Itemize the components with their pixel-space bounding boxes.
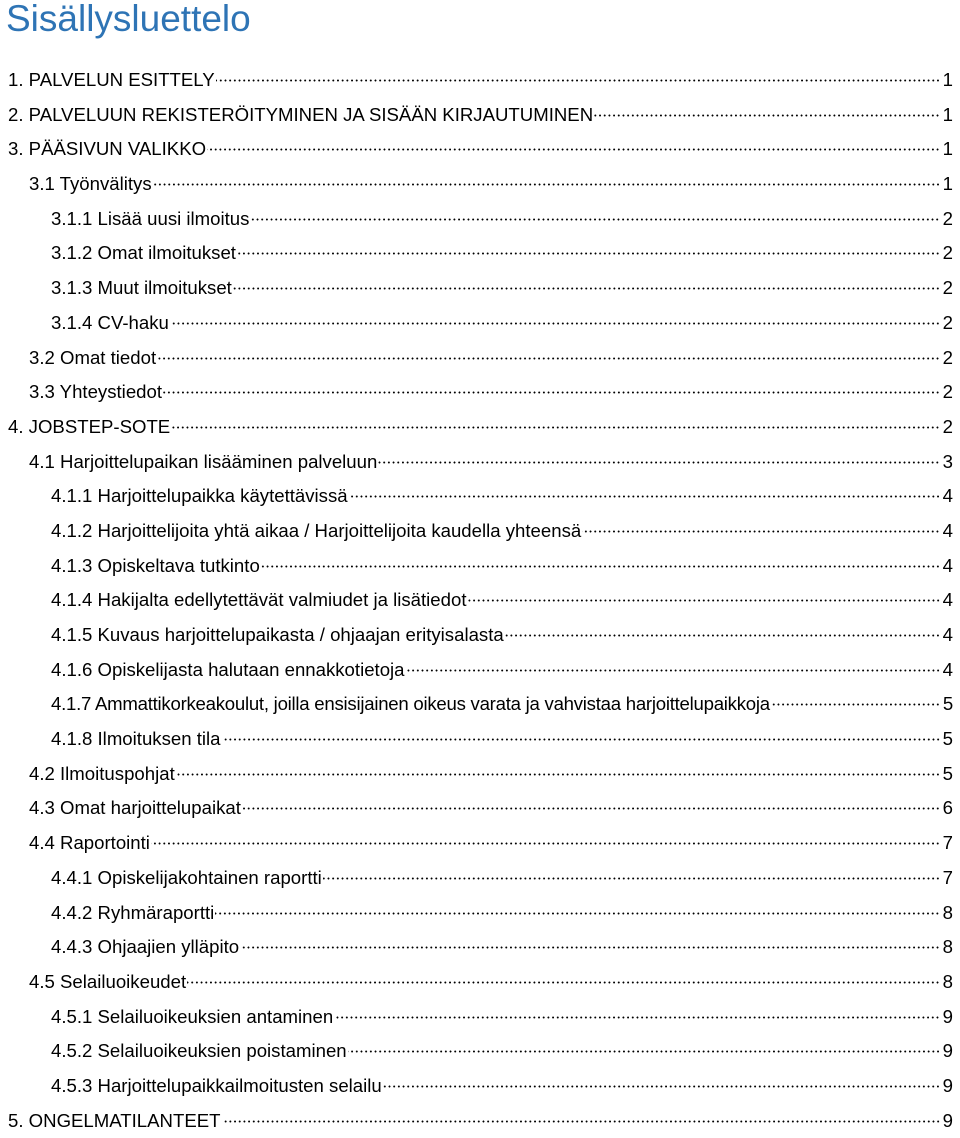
toc-dot-leader [348, 1050, 940, 1053]
toc-dot-leader [349, 495, 940, 498]
toc-dot-leader [406, 669, 940, 672]
toc-page-number: 7 [942, 832, 953, 854]
toc-entry-text: 4.1.8 Ilmoituksen tila [51, 728, 221, 750]
toc-entry-text: 3.2 Omat tiedot [29, 346, 157, 368]
toc-dot-leader [170, 322, 940, 325]
toc-dot-leader [334, 1016, 940, 1019]
toc-page-number: 6 [942, 797, 953, 819]
toc-entry[interactable] [0, 375, 960, 410]
toc-entry-text: 2. PALVELUUN REKISTERÖITYMINEN JA SISÄÄN KIRJAUTUMINEN [8, 103, 594, 125]
toc-dot-leader [163, 391, 940, 394]
toc-entry[interactable] [0, 479, 960, 514]
toc-page-number: 5 [942, 728, 953, 750]
toc-entry[interactable] [0, 271, 960, 306]
toc-entry-text: 3.1.3 Muut ilmoitukset [51, 277, 232, 299]
toc-entry[interactable] [0, 167, 960, 202]
toc-entry[interactable] [0, 549, 960, 584]
toc-page-number: 1 [942, 103, 953, 125]
toc-dot-leader [771, 703, 940, 706]
toc-dot-leader [207, 148, 940, 151]
toc-entry-text: 4.1.5 Kuvaus harjoittelupaikasta / ohjaajan erityisalasta [51, 624, 504, 645]
toc-entry[interactable] [0, 445, 960, 480]
toc-page-number: 5 [942, 762, 953, 784]
toc-entry-text: 4.5 Selailuoikeudet [29, 970, 187, 992]
toc-entry-text: 3.1 Työnvälitys [29, 173, 152, 195]
toc-entry[interactable] [0, 341, 960, 376]
toc-dot-leader [468, 599, 941, 602]
toc-entry[interactable] [0, 236, 960, 271]
toc-entry-text: 3.3 Yhteystiedot [29, 381, 163, 403]
toc-dot-leader [215, 912, 940, 915]
toc-entry[interactable] [0, 306, 960, 341]
toc-page-number: 1 [942, 173, 953, 195]
toc-entry[interactable] [0, 98, 960, 133]
toc-entry-text: 4.1.3 Opiskeltava tutkinto [51, 554, 260, 576]
toc-entry[interactable] [0, 618, 960, 653]
toc-entry[interactable] [0, 791, 960, 826]
toc-page-number: 7 [942, 866, 953, 888]
toc-entry[interactable] [0, 653, 960, 688]
toc-page-number: 2 [942, 381, 953, 403]
toc-entry[interactable] [0, 687, 960, 722]
toc-entry[interactable] [0, 861, 960, 896]
toc-dot-leader [233, 287, 940, 290]
toc-entry-text: 3.1.1 Lisää uusi ilmoitus [51, 207, 250, 229]
toc-entry-text: 3. PÄÄSIVUN VALIKKO [8, 138, 207, 160]
toc-entry[interactable] [0, 514, 960, 549]
toc-dot-leader [216, 79, 940, 82]
toc-dot-leader [261, 565, 940, 568]
toc-entry[interactable] [0, 1000, 960, 1035]
toc-entry-text: 3.1.2 Omat ilmoitukset [51, 242, 236, 264]
toc-entry[interactable] [0, 202, 960, 237]
toc-page-number: 2 [942, 311, 953, 333]
toc-entry[interactable] [0, 583, 960, 618]
toc-page-number: 9 [942, 1074, 953, 1096]
toc-page-number: 4 [942, 658, 953, 680]
toc-page-number: 2 [942, 415, 953, 437]
toc-dot-leader [594, 114, 940, 117]
toc-entry-text: 4.4.1 Opiskelijakohtainen raportti [51, 866, 322, 888]
toc-entry-text: 4.4 Raportointi [29, 832, 150, 854]
toc-dot-leader [153, 183, 940, 186]
toc-entry-text: 4.5.1 Selailuoikeuksien antaminen [51, 1005, 334, 1027]
toc-dot-leader [237, 252, 940, 255]
toc-dot-leader [383, 1085, 940, 1088]
toc-page-number: 4 [942, 519, 953, 541]
toc-page-number: 4 [942, 589, 953, 611]
toc-entry[interactable] [0, 965, 960, 1000]
toc-list [0, 63, 960, 1138]
toc-entry[interactable] [0, 410, 960, 445]
toc-entry-text: 4.5.3 Harjoittelupaikkailmoitusten selailu [51, 1074, 382, 1096]
toc-page-number: 4 [942, 485, 953, 507]
toc-page-number: 2 [942, 346, 953, 368]
toc-entry[interactable] [0, 63, 960, 98]
toc-page-number: 9 [942, 1109, 953, 1131]
toc-dot-leader [187, 981, 940, 984]
toc-entry-text: 4.1.2 Harjoittelijoita yhtä aikaa / Harjoittelijoita kaudella yhteensä [51, 519, 582, 541]
toc-entry-text: 5. ONGELMATILANTEET [8, 1109, 221, 1131]
toc-entry-text: 4. JOBSTEP-SOTE [8, 415, 171, 437]
toc-page-number: 5 [942, 693, 953, 715]
toc-page-number: 2 [942, 207, 953, 229]
toc-entry-text: 4.5.2 Selailuoikeuksien poistaminen [51, 1040, 347, 1062]
toc-page-number: 2 [942, 277, 953, 299]
toc-dot-leader [505, 634, 940, 637]
toc-dot-leader [242, 807, 940, 810]
toc-entry[interactable] [0, 1104, 960, 1138]
toc-entry[interactable] [0, 826, 960, 861]
toc-entry-text: 4.4.2 Ryhmäraportti [51, 901, 215, 923]
toc-dot-leader [157, 357, 940, 360]
toc-dot-leader [323, 877, 940, 880]
toc-page-number: 8 [942, 901, 953, 923]
toc-entry-text: 4.2 Ilmoituspohjat [29, 762, 175, 784]
toc-page-number: 4 [942, 554, 953, 576]
toc-page-number: 1 [942, 138, 953, 160]
toc-entry-text: 4.1.7 Ammattikorkeakoulut, joilla ensisijainen oikeus varata ja vahvistaa harjoittelupaikkoja [51, 693, 770, 715]
toc-entry[interactable] [0, 896, 960, 931]
toc-entry[interactable] [0, 757, 960, 792]
toc-entry[interactable] [0, 722, 960, 757]
toc-page-number: 9 [942, 1040, 953, 1062]
toc-dot-leader [151, 842, 940, 845]
toc-entry-text: 4.1.6 Opiskelijasta halutaan ennakkotietoja [51, 658, 405, 680]
toc-page-number: 8 [942, 936, 953, 958]
toc-entry[interactable] [0, 930, 960, 965]
toc-entry[interactable] [0, 1069, 960, 1104]
toc-entry-text: 3.1.4 CV-haku [51, 311, 169, 333]
toc-entry-text: 4.1.4 Hakijalta edellytettävät valmiudet ja lisätiedot [51, 589, 467, 611]
page-title: Sisällysluettelo [6, 0, 251, 39]
toc-dot-leader [171, 426, 940, 429]
toc-dot-leader [240, 946, 940, 949]
toc-page-number: 1 [942, 69, 953, 90]
toc-entry-text: 1. PALVELUN ESITTELY [8, 69, 215, 90]
toc-page-number: 4 [942, 624, 953, 645]
toc-entry-text: 4.1.1 Harjoittelupaikka käytettävissä [51, 485, 348, 507]
toc-dot-leader [222, 738, 941, 741]
toc-page-number: 3 [942, 450, 953, 472]
toc-page-number: 2 [942, 242, 953, 264]
toc-page-number: 8 [942, 970, 953, 992]
toc-entry-text: 4.4.3 Ohjaajien ylläpito [51, 936, 240, 958]
toc-dot-leader [378, 461, 940, 464]
toc-entry[interactable] [0, 132, 960, 167]
toc-dot-leader [176, 773, 940, 776]
toc-dot-leader [582, 530, 940, 533]
toc-entry-text: 4.3 Omat harjoittelupaikat [29, 797, 241, 819]
toc-dot-leader [250, 218, 940, 221]
toc-entry[interactable] [0, 1034, 960, 1069]
toc-entry-text: 4.1 Harjoittelupaikan lisääminen palveluun [29, 450, 378, 472]
toc-dot-leader [222, 1120, 941, 1123]
toc-page-number: 9 [942, 1005, 953, 1027]
